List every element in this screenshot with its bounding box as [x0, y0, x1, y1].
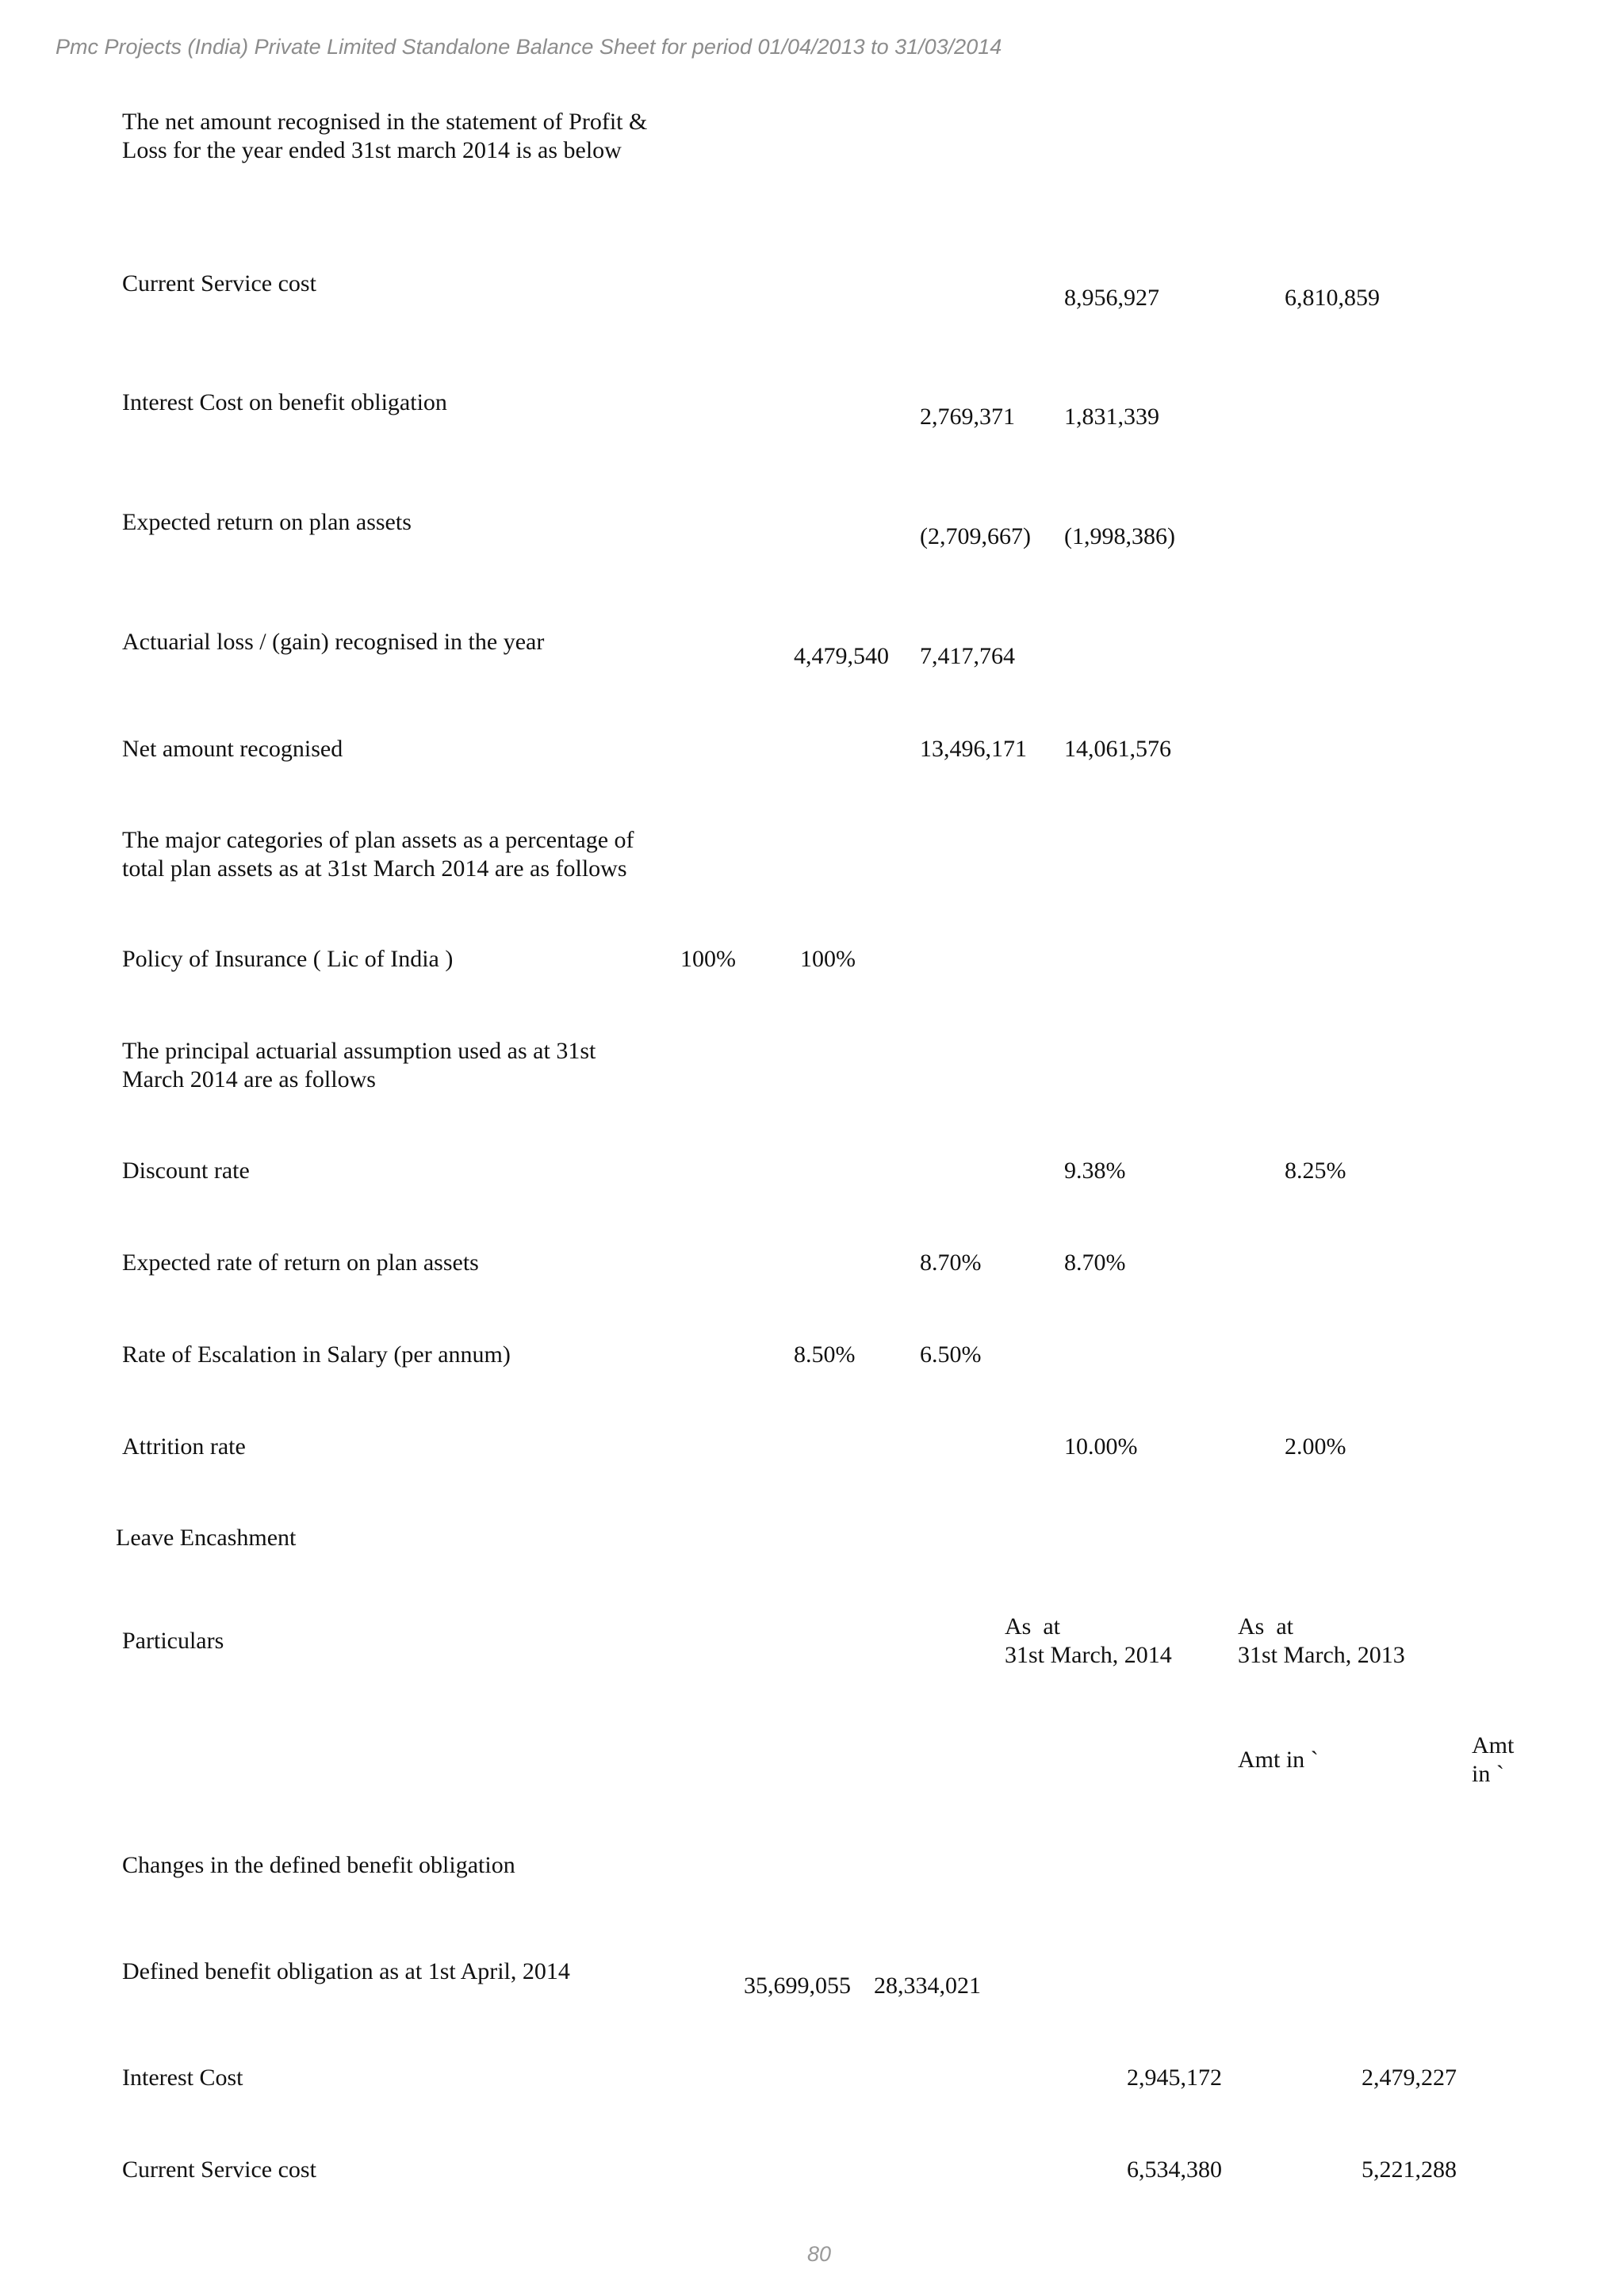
- value-2014: 2,769,371: [920, 404, 1015, 430]
- row-label: Rate of Escalation in Salary (per annum): [122, 1341, 511, 1368]
- value-2013: 28,334,021: [874, 1973, 981, 1999]
- value-2014: 35,699,055: [744, 1973, 851, 1999]
- value-2013: 100%: [800, 946, 856, 972]
- value-2013: 5,221,288: [1362, 2156, 1457, 2183]
- row-label: Expected return on plan assets: [122, 509, 412, 535]
- value-2014: 100%: [680, 946, 736, 972]
- row-label: Current Service cost: [122, 270, 316, 297]
- amount-unit-label: Amt in `: [1238, 1747, 1319, 1773]
- row-label: Current Service cost: [122, 2156, 316, 2183]
- col-header-2013: As at 31st March, 2013: [1238, 1613, 1405, 1668]
- value-2013: (1,998,386): [1064, 523, 1175, 549]
- value-2014: 8.70%: [920, 1249, 982, 1276]
- value-2013: 2.00%: [1285, 1433, 1346, 1460]
- row-label: Attrition rate: [122, 1433, 246, 1460]
- value-2014: 9.38%: [1064, 1158, 1126, 1184]
- value-2013: 8.25%: [1285, 1158, 1346, 1184]
- row-label: Net amount recognised: [122, 736, 343, 762]
- value-2014: 8,956,927: [1064, 285, 1159, 311]
- section-title: Leave Encashment: [116, 1525, 297, 1551]
- value-2013: 14,061,576: [1064, 736, 1171, 762]
- intro-pl-text: The net amount recognised in the statement of Profit & Loss for the year ended 31st march 2014 is as below: [122, 109, 648, 163]
- row-label: Discount rate: [122, 1158, 250, 1184]
- amount-unit-label: Amt in `: [1472, 1732, 1515, 1787]
- page-number: 80: [807, 2242, 832, 2266]
- value-2013: 2,479,227: [1362, 2064, 1457, 2091]
- row-label: Policy of Insurance ( Lic of India ): [122, 946, 454, 972]
- value-2014: 4,479,540: [794, 643, 889, 669]
- row-label: Actuarial loss / (gain) recognised in the year: [122, 629, 545, 655]
- row-label: Interest Cost: [122, 2064, 243, 2091]
- intro-assets-text: The major categories of plan assets as a percentage of total plan assets as at 31st March 2014 are as follows: [122, 827, 634, 882]
- value-2014: 6,534,380: [1127, 2156, 1222, 2183]
- changes-title: Changes in the defined benefit obligation: [122, 1852, 515, 1878]
- value-2014: (2,709,667): [920, 523, 1031, 549]
- value-2014: 2,945,172: [1127, 2064, 1222, 2091]
- value-2014: 13,496,171: [920, 736, 1027, 762]
- value-2014: 10.00%: [1064, 1433, 1138, 1460]
- value-2013: 6.50%: [920, 1341, 982, 1368]
- row-label: Expected rate of return on plan assets: [122, 1249, 479, 1276]
- col-header-2014: As at 31st March, 2014: [1005, 1613, 1172, 1668]
- row-label: Interest Cost on benefit obligation: [122, 389, 447, 415]
- value-2013: 7,417,764: [920, 643, 1015, 669]
- row-label: Defined benefit obligation as at 1st April, 2014: [122, 1958, 570, 1984]
- value-2014: 8.50%: [794, 1341, 856, 1368]
- intro-assumptions-text: The principal actuarial assumption used as at 31st March 2014 are as follows: [122, 1038, 596, 1093]
- value-2013: 6,810,859: [1285, 285, 1380, 311]
- col-particulars: Particulars: [122, 1628, 224, 1654]
- value-2013: 1,831,339: [1064, 404, 1159, 430]
- page-header: Pmc Projects (India) Private Limited Standalone Balance Sheet for period 01/04/2013 to 31/03/2014: [56, 35, 1002, 59]
- value-2013: 8.70%: [1064, 1249, 1126, 1276]
